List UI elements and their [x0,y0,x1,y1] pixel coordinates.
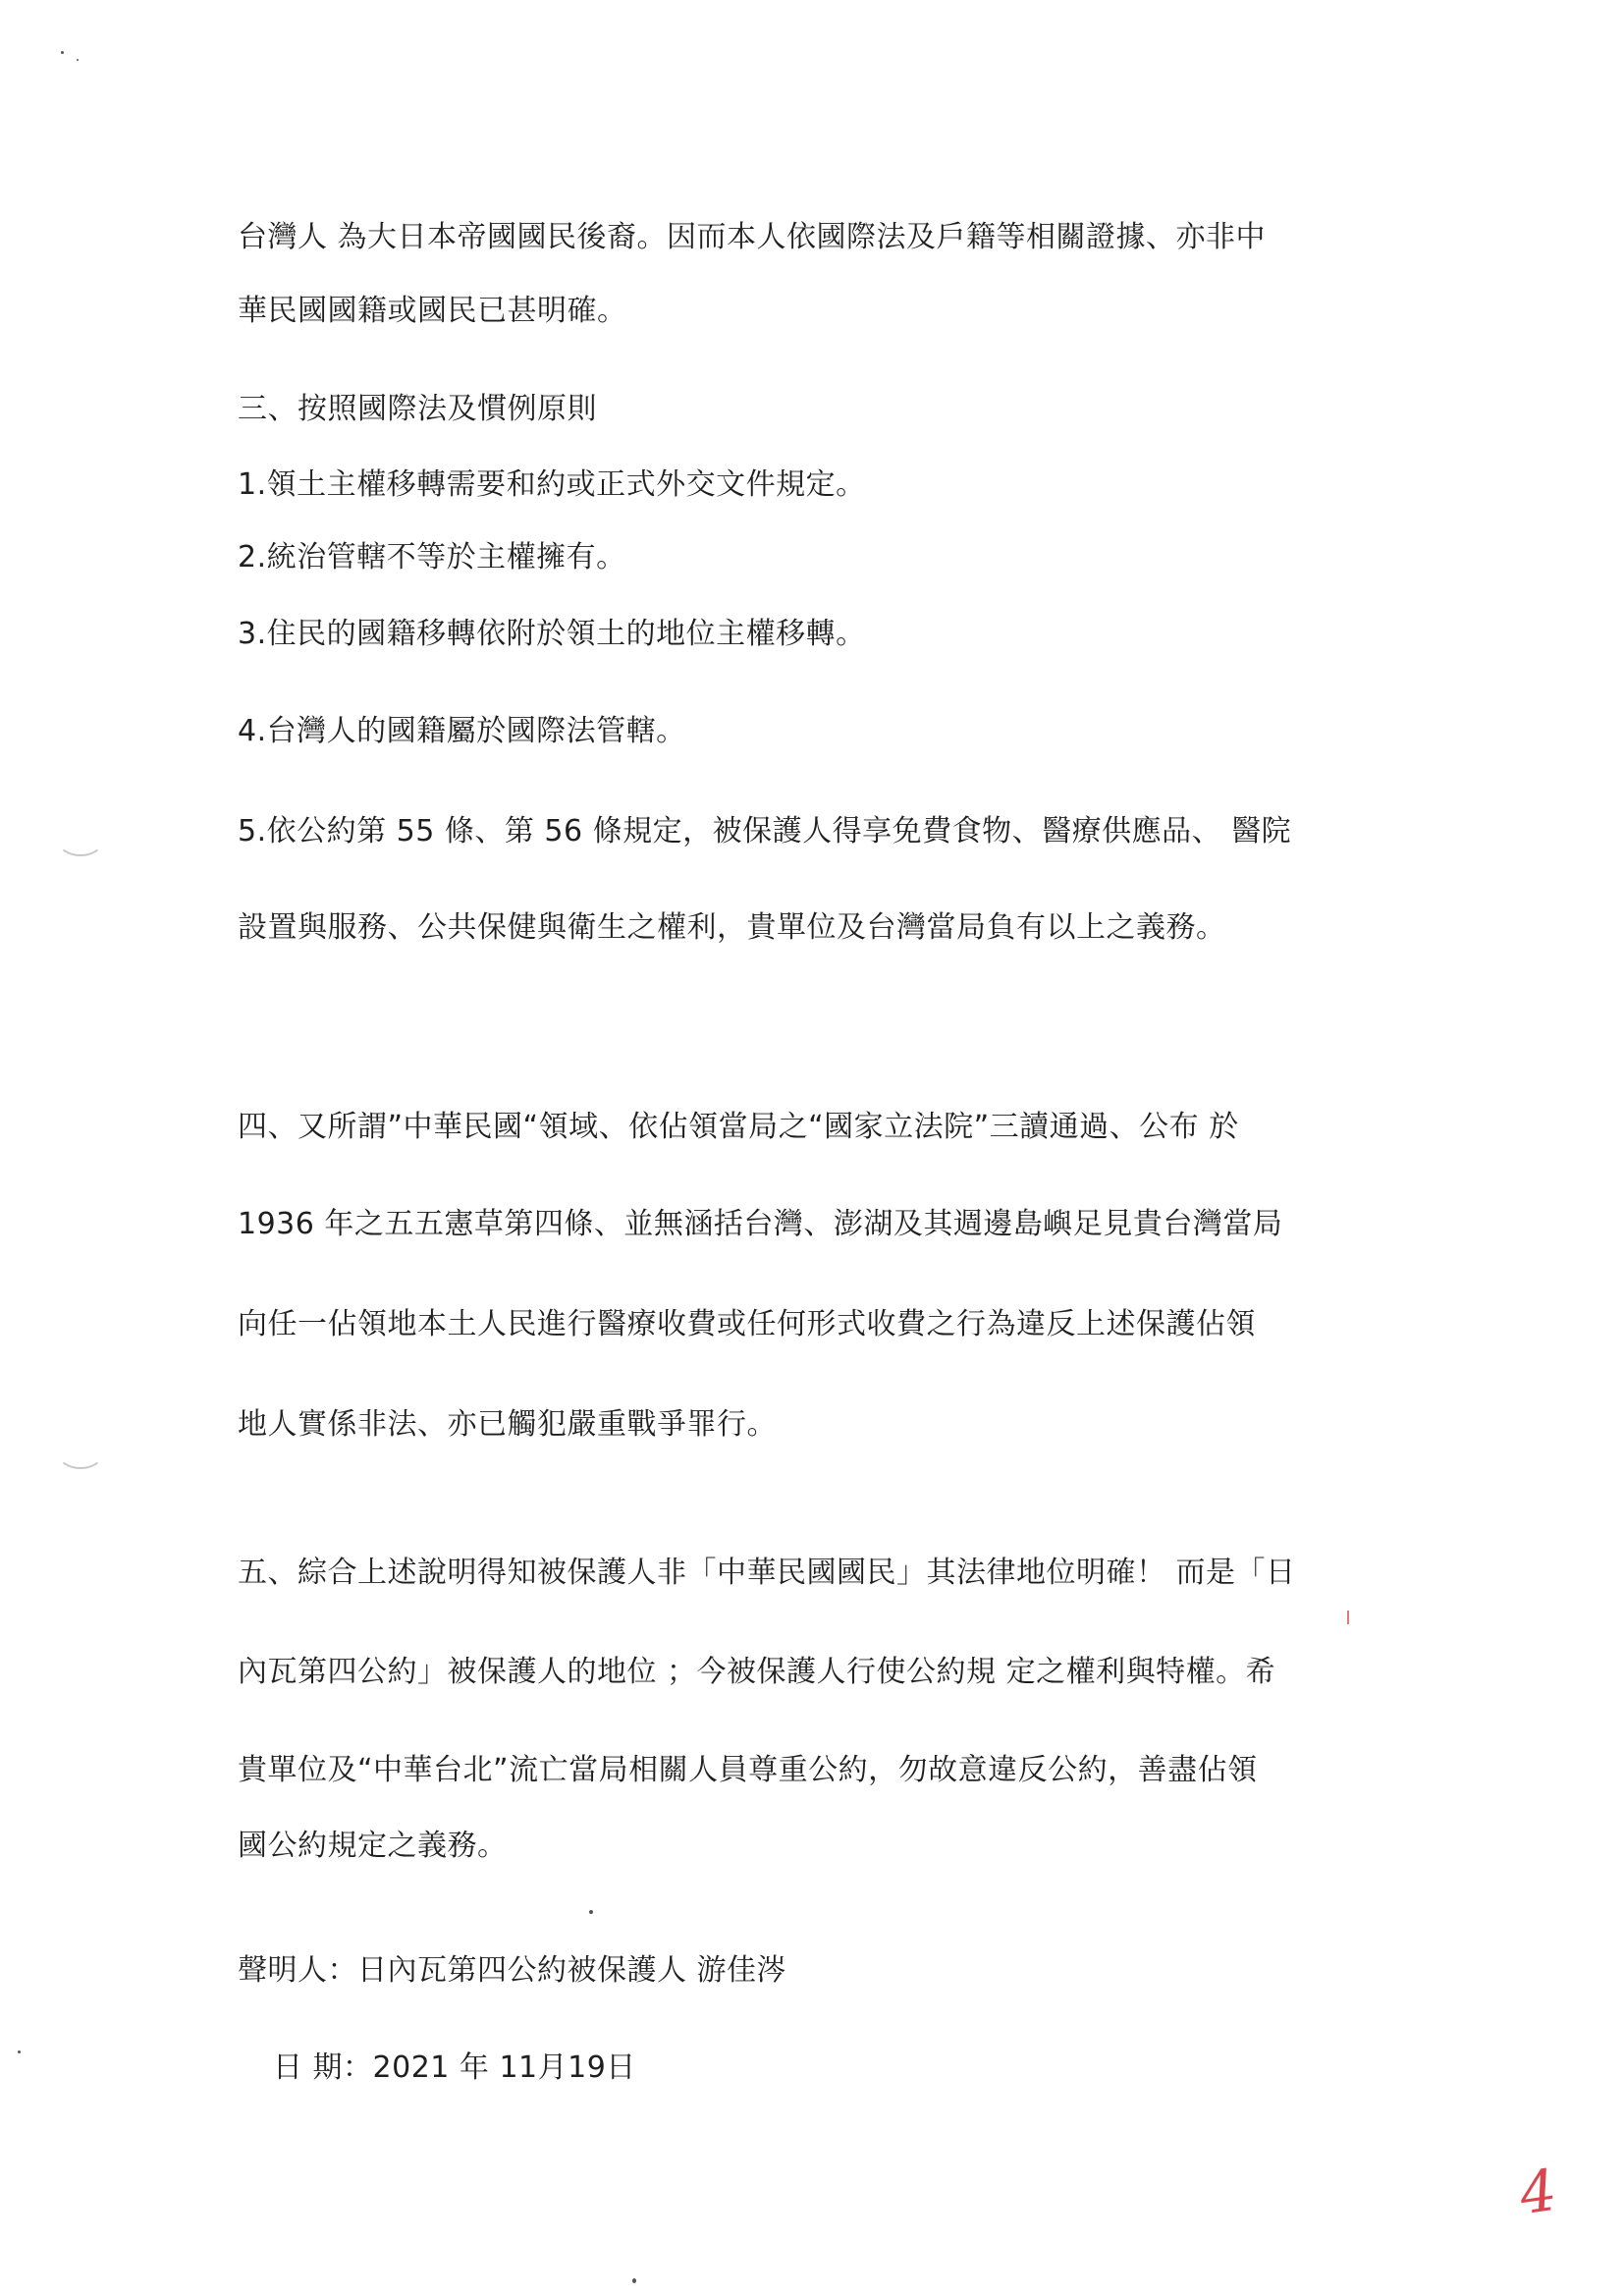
scan-speck [77,59,79,61]
text-line-1: 台灣人 為大日本帝國國民後裔。因而本人依國際法及戶籍等相關證據、亦非中 [238,220,1267,254]
section-four-line-3: 向任一佔領地本土人民進行醫療收費或任何形式收費之行為違反上述保護佔領 [238,1307,1256,1341]
list-item-4: 4.台灣人的國籍屬於國際法管轄。 [238,714,686,748]
scan-speck [61,51,64,54]
handwritten-page-number: 4 [1515,2156,1561,2228]
section-four-line-4: 地人實係非法、亦已觸犯嚴重戰爭罪行。 [238,1407,777,1442]
list-item-2: 2.統治管轄不等於主權擁有。 [238,540,626,574]
section-five-line-3: 貴單位及“中華台北”流亡當局相關人員尊重公約，勿故意違反公約，善盡佔領 [238,1753,1258,1787]
date-line: 日 期：2021 年 11月19日 [273,2050,636,2085]
scan-speck [589,1910,593,1914]
list-item-5-line-2: 設置與服務、公共保健與衛生之權利，貴單位及台灣當局負有以上之義務。 [238,910,1226,945]
list-item-1: 1.領土主權移轉需要和約或正式外交文件規定。 [238,467,866,502]
text-line-2: 華民國國籍或國民已甚明確。 [238,294,627,328]
section-five-line-4: 國公約規定之義務。 [238,1829,508,1863]
list-item-5-line-1: 5.依公約第 55 條、第 56 條規定，被保護人得享免費食物、醫療供應品、 醫院 [238,814,1292,848]
scan-speck [632,2278,636,2283]
declarant-line: 聲明人：日內瓦第四公約被保護人 游佳涔 [238,1953,787,1988]
section-five-line-1: 五、綜合上述說明得知被保護人非「中華民國國民」其法律地位明確！ 而是「日 [238,1556,1296,1590]
scan-arc-mark [57,1436,104,1469]
section-four-line-2: 1936 年之五五憲草第四條、並無涵括台灣、澎湖及其週邊島嶼足見貴台灣當局 [238,1207,1283,1241]
red-pen-mark [1347,1611,1349,1624]
section-four-line-1: 四、又所謂”中華民國“領域、依佔領當局之“國家立法院”三讀通過、公布 於 [238,1110,1239,1144]
scan-speck [18,2050,21,2053]
list-item-3: 3.住民的國籍移轉依附於領土的地位主權移轉。 [238,617,866,651]
section-five-line-2: 內瓦第四公約」被保護人的地位 ；今被保護人行使公約規 定之權利與特權。希 [238,1655,1276,1689]
section-three-heading: 三、按照國際法及慣例原則 [238,392,597,426]
scan-arc-mark [57,823,104,856]
